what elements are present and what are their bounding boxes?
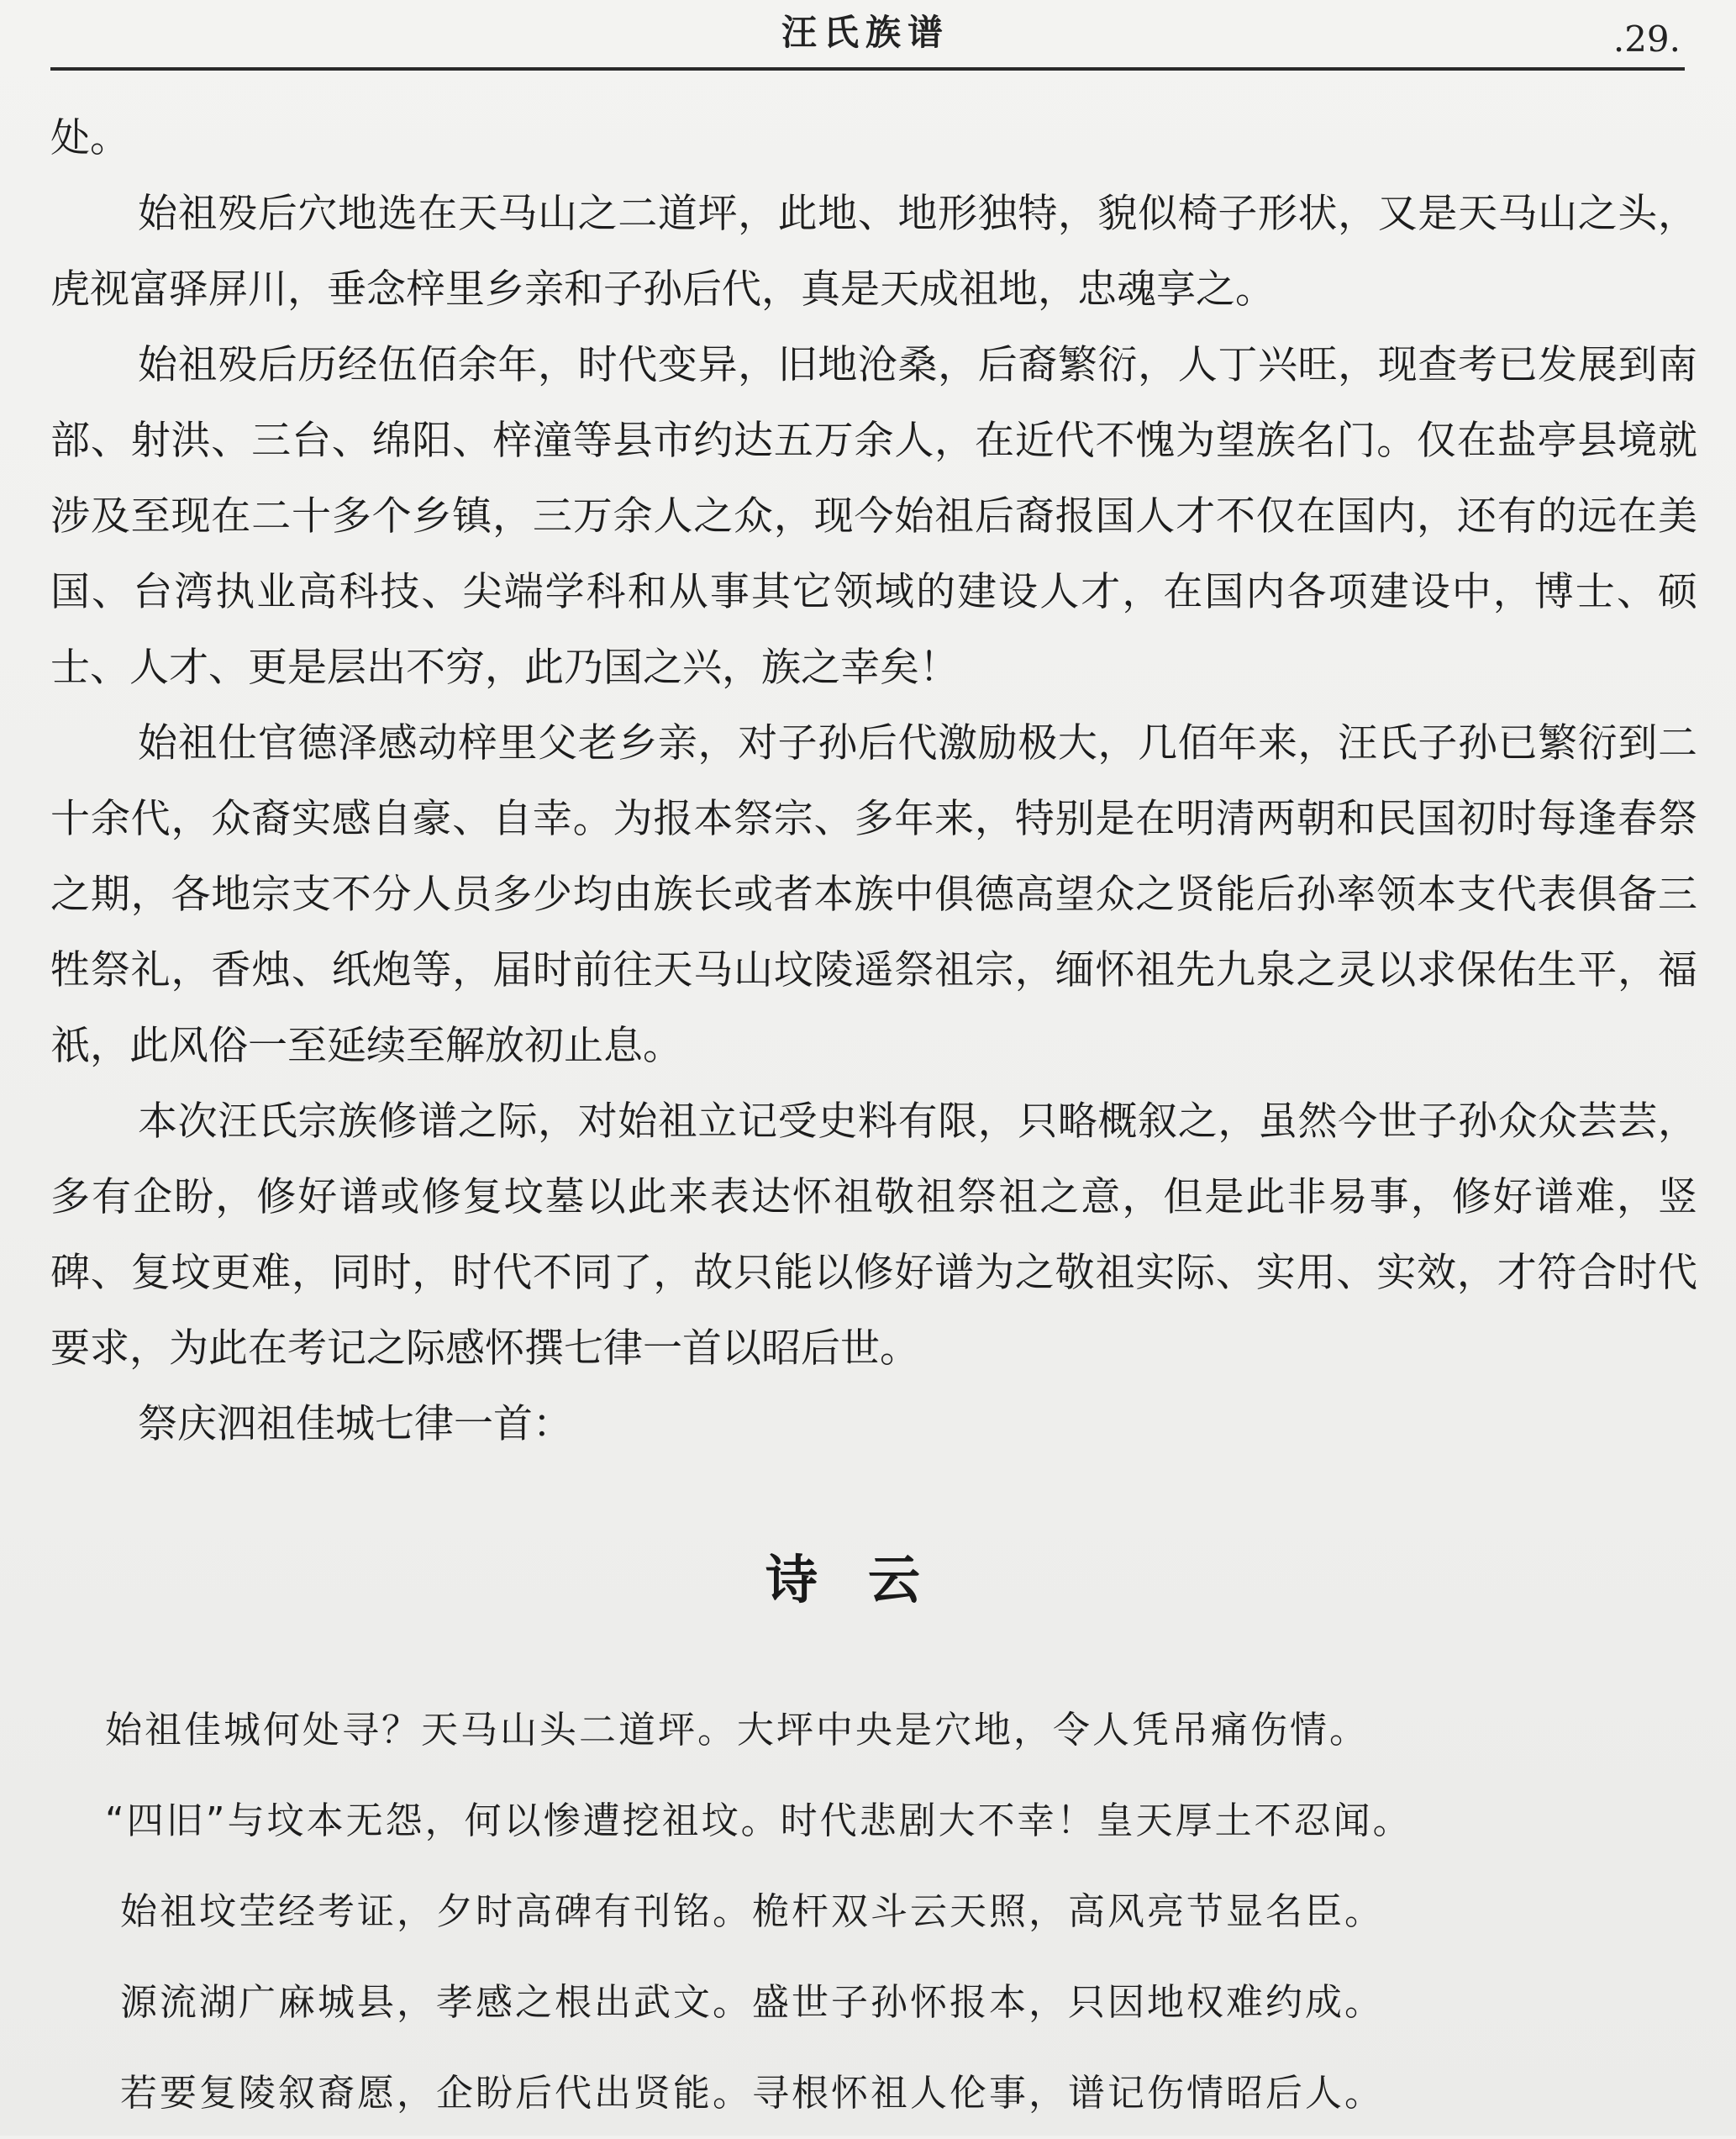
paragraph-burial-site: 始祖殁后穴地选在天马山之二道坪，此地、地形独特，貌似椅子形状，又是天马山之头，虎视富驿屏川，垂念梓里乡亲和子孙后代，真是天成祖地，忠魂享之。 bbox=[50, 191, 1697, 313]
paragraph-continuation: 处。 bbox=[50, 115, 129, 161]
poem-line: 始祖佳城何处寻？天马山头二道坪。大坪中央是穴地，令人凭吊痛伤情。 bbox=[105, 1709, 1369, 1752]
paragraph-descendants: 始祖殁后历经伍佰余年，时代变异，旧地沧桑，后裔繁衍，人丁兴旺，现查考已发展到南部、射洪、三台、绵阳、梓潼等县市约达五万余人，在近代不愧为望族名门。仅在盐亭县境就涉及至现在二十多个乡镇，三万余人之众，现今始祖后裔报国人才不仅在国内，还有的远在美国、台湾执业高科技、尖端学科和从事其它领域的建设人才，在国内各项建设中，博士、硕士、人才、更是层出不穷，此乃国之兴，族之幸矣！ bbox=[50, 342, 1697, 691]
paragraph-poem-intro: 祭庆泗祖佳城七律一首： bbox=[138, 1401, 572, 1447]
poem-heading: 诗云 bbox=[765, 1549, 971, 1610]
poem-line: “四旧”与坟本无怨，何以惨遭挖祖坟。时代悲剧大不幸！皇天厚土不忍闻。 bbox=[105, 1799, 1412, 1842]
header-rule bbox=[50, 67, 1685, 71]
poem bbox=[105, 1685, 1702, 2139]
paragraph-ancestral-rites: 始祖仕官德泽感动梓里父老乡亲，对子孙后代激励极大，几佰年来，汪氏子孙已繁衍到二十余代，众裔实感自豪、自幸。为报本祭宗、多年来，特别是在明清两朝和民国初时每逢春祭之期，各地宗支不分人员多少均由族长或者本族中俱德高望众之贤能后孙率领本支代表俱备三牲祭礼，香烛、纸炮等，届时前往天马山坟陵遥祭祖宗，缅怀祖先九泉之灵以求保佑生平，福祇，此风俗一至延续至解放初止息。 bbox=[50, 720, 1697, 1069]
poem-line: 若要复陵叙裔愿，企盼后代出贤能。寻根怀祖人伦事，谱记伤情昭后人。 bbox=[120, 2072, 1384, 2115]
body-text bbox=[50, 101, 1697, 1462]
page-number: .29. bbox=[1612, 18, 1681, 60]
book-title: 汪氏族谱 bbox=[781, 12, 950, 53]
poem-line: 始祖坟茔经考证，夕时高碑有刊铭。桅杆双斗云天照，高风亮节显名臣。 bbox=[120, 1890, 1384, 1933]
paragraph-genealogy-revision: 本次汪氏宗族修谱之际，对始祖立记受史料有限，只略概叙之，虽然今世子孙众众芸芸，多有企盼，修好谱或修复坟墓以此来表达怀祖敬祖祭祖之意，但是此非易事，修好谱难，竖碑、复坟更难，同时，时代不同了，故只能以修好谱为之敬祖实际、实用、实效，才符合时代要求，为此在考记之际感怀撰七律一首以昭后世。 bbox=[50, 1098, 1697, 1372]
poem-line: 源流湖广麻城县，孝感之根出武文。盛世子孙怀报本，只因地权难约成。 bbox=[120, 1981, 1384, 2024]
running-header bbox=[50, 0, 1681, 67]
